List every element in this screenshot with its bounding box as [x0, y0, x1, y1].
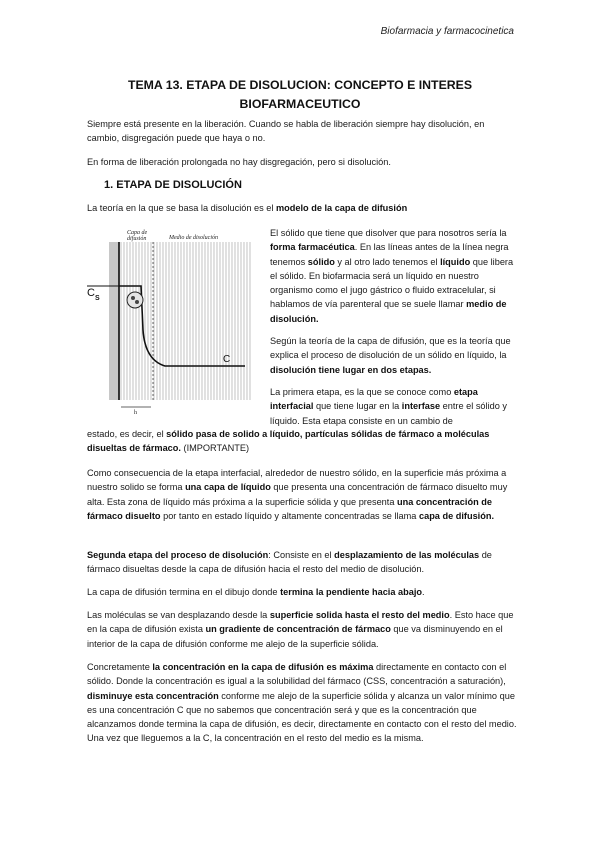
body-paragraph-6: Segunda etapa del proceso de disolución: Consiste en el desplazamiento de las moléculas de fármaco disueltas desde la capa de difusión hacia el resto del medio de disolución.	[87, 550, 492, 575]
label-medio: Medio de disolución	[169, 235, 218, 241]
background-hatching	[115, 242, 250, 400]
title-line-2: BIOFARMACEUTICO	[239, 97, 361, 111]
section-heading: 1. ETAPA DE DISOLUCIÓN	[104, 179, 242, 191]
right-paragraph-1: El sólido que tiene que disolver que para nosotros sería la forma farmacéutica. En las líneas antes de la línea negra tenemos sólido y al otro lado tenemos el líquido que libera el sólido. En biofarmacia será un líquido en nuestro organismo como el jugo gástrico o fluido extracelular, si hablamos de vía parenteral que se suele llamar medio de disolución.	[270, 228, 514, 324]
label-h: h	[134, 410, 137, 415]
theory-paragraph	[87, 201, 517, 215]
label-difusion: difusión	[127, 236, 147, 242]
label-cs-sub: S	[95, 295, 100, 302]
diffusion-layer-figure	[87, 220, 263, 415]
label-cs: C	[87, 287, 95, 299]
particle-icon	[127, 292, 143, 308]
solid-surface	[109, 242, 119, 400]
body-paragraph-8: Las moléculas se van desplazando desde la superficie solida hasta el resto del medio. Esto hace que en la capa de difusión exista un gradiente de concentración de fármaco que va disminuyendo en el interior de la capa de difusión conforme me alejo de la superficie sólida.	[87, 610, 514, 649]
page-header: Biofarmacia y farmacocinetica	[380, 26, 514, 37]
page-title	[90, 76, 510, 114]
theory-text: La teoría en la que se basa la disolución es el	[87, 203, 276, 213]
intro-paragraph-1: Siempre está presente en la liberación. Cuando se habla de liberación siempre hay disolución, en cambio, disgregación puede que haya o no.	[87, 119, 485, 144]
body-paragraph-9: Concretamente la concentración en la capa de difusión es máxima directamente en contacto con el sólido. Donde la concentración es igual a la solubilidad del fármaco (CSS, concentración a saturación), disminuye esta concentración conforme me alejo de la superficie sólida y alcanza un valor mínimo que es una concentración C que no sabemos que concentración será y que es la concentración que alcanzamos donde termina la capa de difusión, es decir, directamente en contacto con el resto del medio. Una vez que lleguemos a la C, la concentración en el resto del medio es la misma.	[87, 662, 517, 744]
body-paragraph-7: La capa de difusión termina en el dibujo donde termina la pendiente hacia abajo.	[87, 587, 425, 597]
theory-model: modelo de la capa de difusión	[275, 203, 408, 213]
right-paragraph-2: Según la teoría de la capa de difusión, que es la teoría que explica el proceso de disolución de un sólido en líquido, la disolución tiene lugar en dos etapas.	[270, 336, 511, 375]
right-paragraph-3: La primera etapa, es la que se conoce como etapa interfacial que tiene lugar en la interfase entre el sólido y líquido. Esta etapa consiste en un cambio de	[270, 387, 507, 426]
body-paragraph-4: estado, es decir, el sólido pasa de solido a líquido, partículas sólidas de fármaco a moléculas disueltas de fármaco. (IMPORTANTE)	[87, 429, 490, 454]
title-line-1: TEMA 13. ETAPA DE DISOLUCION: CONCEPTO E INTERES	[127, 78, 473, 92]
diffusion-layer-diagram	[87, 220, 263, 415]
body-paragraph-5: Como consecuencia de la etapa interfacial, alrededor de nuestro sólido, en la superficie más próxima a nuestro solido se forma una capa de líquido que presenta una concentración de fármaco disuelto muy alta. Esta zona de líquido más próxima a la superficie sólida y que presenta una concentración de fármaco disuelto por tanto en estado líquido y altamente concentradas se llama capa de difusión.	[87, 468, 508, 521]
intro-paragraph-2: En forma de liberación prolongada no hay disgregación, pero si disolución.	[87, 157, 391, 167]
label-capa: Capa de	[127, 230, 148, 236]
label-c: C	[223, 354, 231, 365]
